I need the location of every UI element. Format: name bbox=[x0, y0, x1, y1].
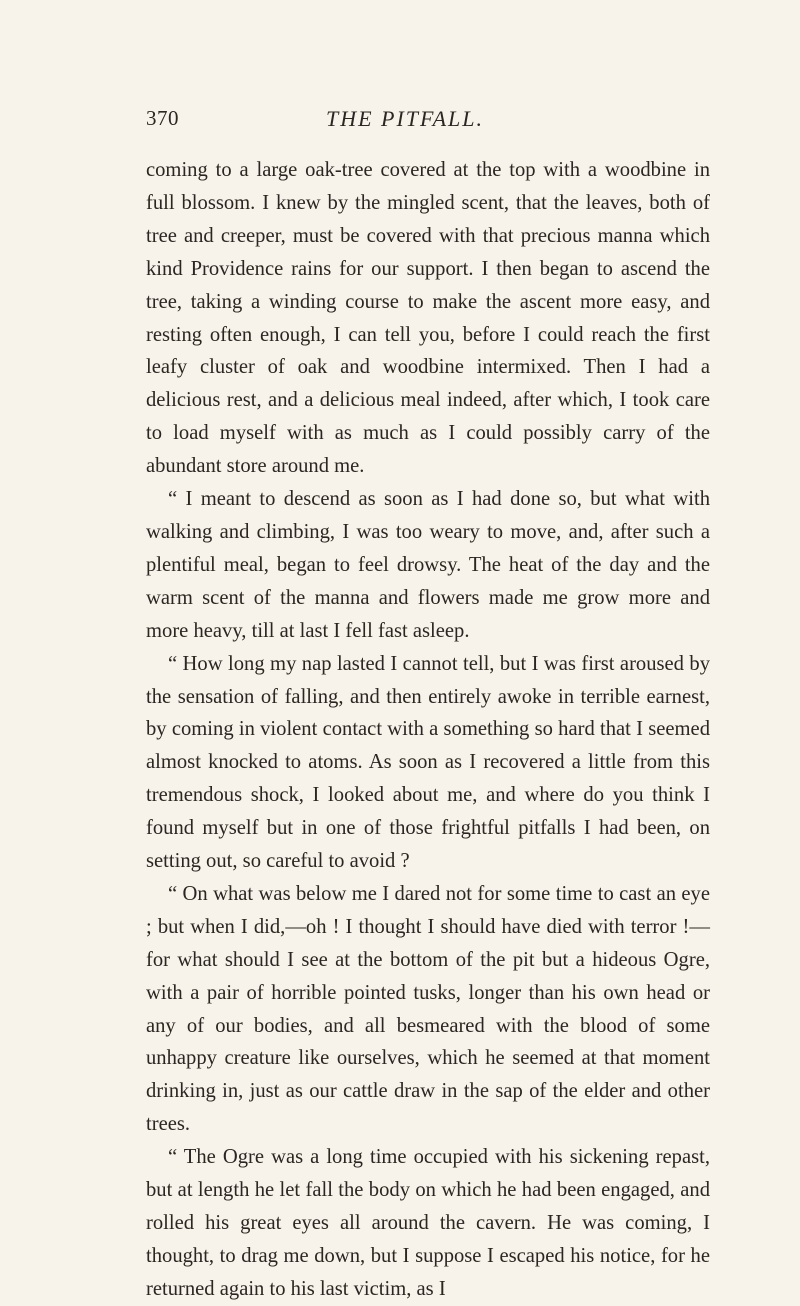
paragraph: coming to a large oak-tree covered at the top with a woodbine in full blossom. I knew by the mingled scent, that the leaves, both of tree and creeper, must be covered with that precious manna which kind Providence rains for our support. I then began to ascend the tree, taking a winding course to make the ascent more easy, and resting often enough, I can tell you, before I could reach the first leafy cluster of oak and woodbine intermixed. Then I had a delicious rest, and a delicious meal indeed, after which, I took care to load myself with as much as I could possibly carry of the abundant store around me. bbox=[146, 159, 710, 478]
page-header bbox=[146, 106, 664, 146]
paragraph: “ How long my nap lasted I cannot tell, but I was first aroused by the sensation of falling, and then entirely awoke in terrible earnest, by coming in violent contact with a something so hard that I seemed almost knocked to atoms. As soon as I recovered a little from this tremendous shock, I looked about me, and where do you think I found myself but in one of those frightful pitfalls I had been, on setting out, so careful to avoid ? bbox=[146, 652, 710, 873]
paragraph: “ The Ogre was a long time occupied with his sickening repast, but at length he let fall the body on which he had been engaged, and rolled his great eyes all around the cavern. He was coming, I thought, to drag me down, but I suppose I escaped his notice, for he returned again to his last victim, as I bbox=[146, 1146, 710, 1300]
paragraph: “ On what was below me I dared not for some time to cast an eye ; but when I did,—oh ! I thought I should have died with terror !—for what should I see at the bottom of the pit but a hideous Ogre, with a pair of horrible pointed tusks, longer than his own head or any of our bodies, and all besmeared with the blood of some unhappy creature like ourselves, which he seemed at that moment drinking in, just as our cattle draw in the sap of the elder and other trees. bbox=[146, 882, 710, 1136]
running-head: THE PITFALL. bbox=[325, 106, 485, 131]
body-text bbox=[146, 154, 710, 1306]
page-number: 370 bbox=[146, 106, 179, 130]
paragraph: “ I meant to descend as soon as I had done so, but what with walking and climbing, I was too weary to move, and, after such a plentiful meal, began to feel drowsy. The heat of the day and the warm scent of the manna and flowers made me grow more and more heavy, till at last I fell fast asleep. bbox=[146, 488, 710, 642]
